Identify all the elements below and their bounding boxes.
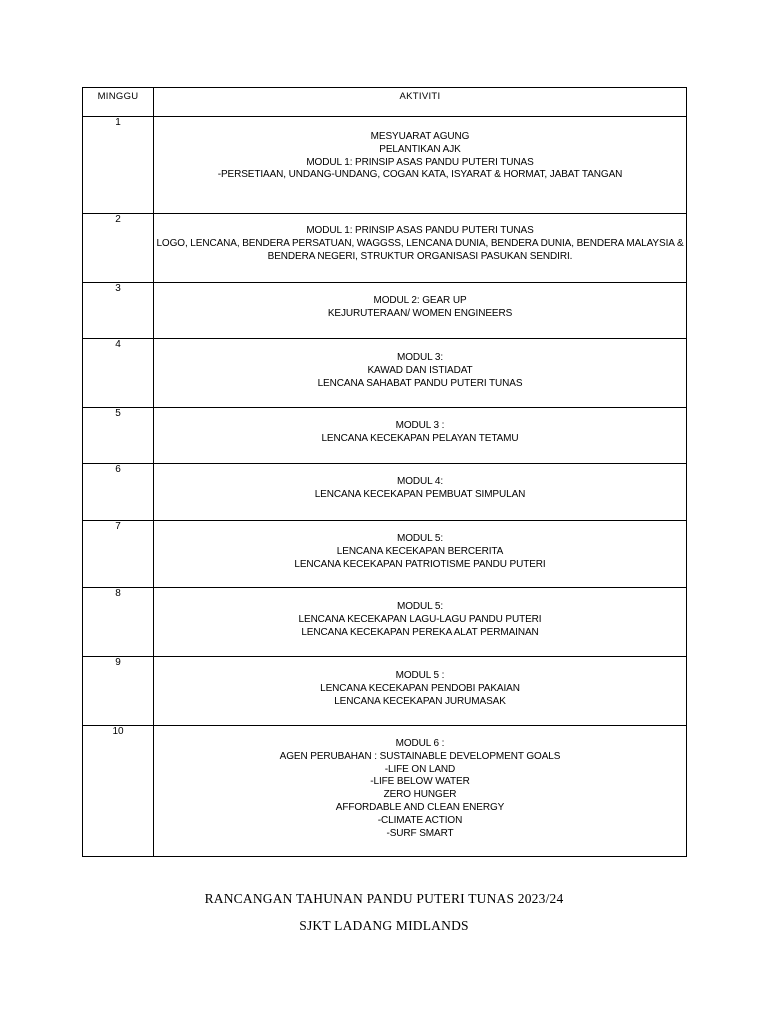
- activity-line: MODUL 3 :: [395, 420, 445, 431]
- activity-line: MODUL 5 :: [395, 670, 445, 681]
- activity-cell: [154, 588, 687, 657]
- week-number: 3: [83, 283, 154, 339]
- activity-cell: [154, 214, 687, 283]
- activity-line: LENCANA KECEKAPAN PELAYAN TETAMU: [321, 432, 519, 444]
- activity-line: -SURF SMART: [386, 827, 454, 839]
- table-body: [83, 117, 687, 857]
- activity-cell: [154, 657, 687, 726]
- activity-line: MODUL 5:: [396, 533, 444, 544]
- activity-line: KEJURUTERAAN/ WOMEN ENGINEERS: [327, 307, 513, 319]
- activity-line: LENCANA KECEKAPAN BERCERITA: [336, 545, 504, 557]
- annual-plan-table: [82, 87, 687, 857]
- document-title: RANCANGAN TAHUNAN PANDU PUTERI TUNAS 2023/24: [204, 891, 564, 906]
- table-header-row: [83, 88, 687, 117]
- activity-line: -PERSETIAAN, UNDANG-UNDANG, COGAN KATA, ISYARAT & HORMAT, JABAT TANGAN: [217, 169, 623, 181]
- table-row: [83, 283, 687, 339]
- activity-cell: [154, 408, 687, 464]
- table-row: [83, 464, 687, 521]
- table-row: [83, 726, 687, 857]
- activity-line: MODUL 2: GEAR UP: [373, 295, 467, 306]
- activity-line: BENDERA NEGERI, STRUKTUR ORGANISASI PASUKAN SENDIRI.: [267, 250, 573, 262]
- activity-line: LENCANA KECEKAPAN PEREKA ALAT PERMAINAN: [301, 626, 539, 638]
- activity-line: LENCANA SAHABAT PANDU PUTERI TUNAS: [317, 377, 523, 389]
- header-week: MINGGU: [83, 88, 154, 117]
- week-number: 2: [83, 214, 154, 283]
- activity-line: LENCANA KECEKAPAN JURUMASAK: [334, 695, 506, 707]
- activity-line: MESYUARAT AGUNG: [370, 131, 470, 142]
- activity-line: -LIFE BELOW WATER: [370, 776, 470, 788]
- table-row: [83, 588, 687, 657]
- table-row: [83, 214, 687, 283]
- activity-line: LENCANA KECEKAPAN LAGU-LAGU PANDU PUTERI: [298, 613, 542, 625]
- activity-cell: [154, 117, 687, 214]
- week-number: 9: [83, 657, 154, 726]
- activity-line: -LIFE ON LAND: [384, 763, 456, 775]
- activity-line: KAWAD DAN ISTIADAT: [367, 364, 473, 376]
- activity-line: MODUL 6 :: [395, 738, 445, 749]
- week-number: 10: [83, 726, 154, 857]
- table-row: [83, 521, 687, 588]
- week-number: 5: [83, 408, 154, 464]
- activity-line: PELANTIKAN AJK: [379, 143, 461, 155]
- activity-line: ZERO HUNGER: [383, 789, 457, 801]
- activity-line: MODUL 5:: [396, 601, 444, 612]
- activity-cell: [154, 726, 687, 857]
- activity-cell: [154, 283, 687, 339]
- activity-line: MODUL 1: PRINSIP ASAS PANDU PUTERI TUNAS: [306, 225, 534, 236]
- activity-line: LENCANA KECEKAPAN PENDOBI PAKAIAN: [320, 682, 520, 694]
- week-number: 6: [83, 464, 154, 521]
- week-number: 1: [83, 117, 154, 214]
- activity-line: MODUL 1: PRINSIP ASAS PANDU PUTERI TUNAS: [306, 156, 534, 168]
- activity-cell: [154, 339, 687, 408]
- activity-cell: [154, 464, 687, 521]
- activity-line: LENCANA KECEKAPAN PEMBUAT SIMPULAN: [314, 488, 526, 500]
- activity-line: AFFORDABLE AND CLEAN ENERGY: [335, 801, 505, 813]
- activity-line: MODUL 4:: [396, 476, 444, 487]
- activity-line: LENCANA KECEKAPAN PATRIOTISME PANDU PUTERI: [294, 558, 546, 570]
- week-number: 8: [83, 588, 154, 657]
- activity-line: AGEN PERUBAHAN : SUSTAINABLE DEVELOPMENT GOALS: [279, 750, 561, 762]
- week-number: 4: [83, 339, 154, 408]
- activity-line: LOGO, LENCANA, BENDERA PERSATUAN, WAGGSS, LENCANA DUNIA, BENDERA DUNIA, BENDERA MALAYSIA &: [156, 237, 684, 249]
- activity-line: MODUL 3:: [396, 352, 444, 363]
- header-activity: AKTIVITI: [154, 88, 687, 117]
- table-row: [83, 117, 687, 214]
- activity-line: -CLIMATE ACTION: [377, 814, 463, 826]
- week-number: 7: [83, 521, 154, 588]
- table-row: [83, 339, 687, 408]
- activity-cell: [154, 521, 687, 588]
- school-name: SJKT LADANG MIDLANDS: [299, 918, 469, 933]
- table-row: [83, 408, 687, 464]
- table-row: [83, 657, 687, 726]
